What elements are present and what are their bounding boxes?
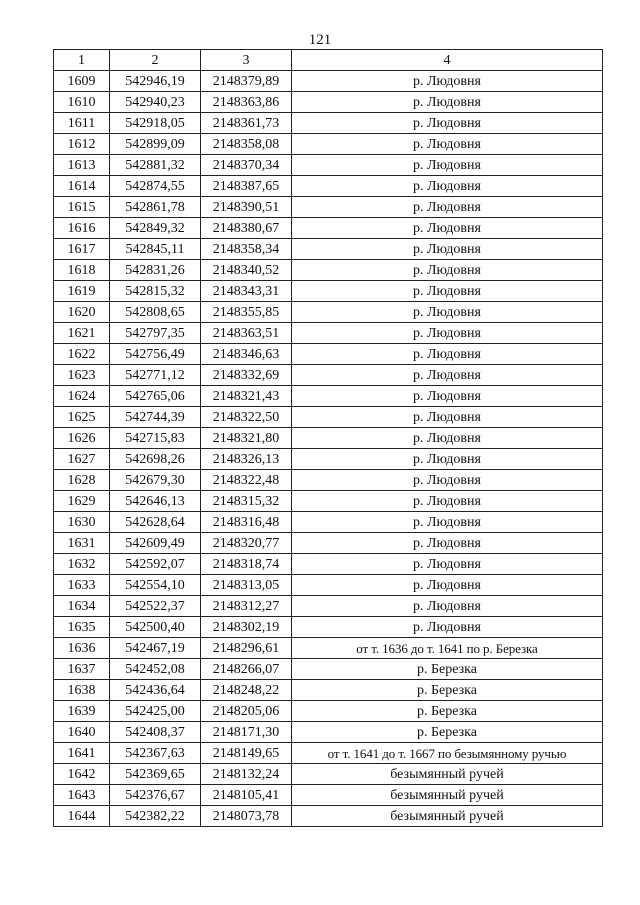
point-number-cell: 1641 [54,743,110,764]
point-number-cell: 1632 [54,554,110,575]
description-cell: р. Людовня [292,533,603,554]
point-number-cell: 1637 [54,659,110,680]
y-coordinate-cell: 2148132,24 [201,764,292,785]
x-coordinate-cell: 542592,07 [110,554,201,575]
point-number-cell: 1640 [54,722,110,743]
x-coordinate-cell: 542756,49 [110,344,201,365]
description-cell: р. Людовня [292,554,603,575]
x-coordinate-cell: 542698,26 [110,449,201,470]
description-cell: р. Людовня [292,92,603,113]
description-cell: р. Березка [292,659,603,680]
y-coordinate-cell: 2148370,34 [201,155,292,176]
description-cell: р. Людовня [292,449,603,470]
x-coordinate-cell: 542845,11 [110,239,201,260]
table-row [54,680,603,701]
table-row [54,134,603,155]
description-cell: р. Людовня [292,617,603,638]
point-number-cell: 1644 [54,806,110,827]
x-coordinate-cell: 542815,32 [110,281,201,302]
header-cell-2: 2 [110,50,201,71]
table-row [54,386,603,407]
description-cell: р. Людовня [292,344,603,365]
table-row [54,491,603,512]
description-cell: р. Людовня [292,113,603,134]
table-row [54,344,603,365]
description-cell: р. Людовня [292,470,603,491]
description-cell: р. Людовня [292,176,603,197]
point-number-cell: 1630 [54,512,110,533]
y-coordinate-cell: 2148358,34 [201,239,292,260]
point-number-cell: 1629 [54,491,110,512]
description-cell: р. Людовня [292,71,603,92]
x-coordinate-cell: 542715,83 [110,428,201,449]
y-coordinate-cell: 2148149,65 [201,743,292,764]
description-cell: р. Березка [292,680,603,701]
description-cell: р. Березка [292,701,603,722]
y-coordinate-cell: 2148315,32 [201,491,292,512]
x-coordinate-cell: 542808,65 [110,302,201,323]
y-coordinate-cell: 2148355,85 [201,302,292,323]
header-cell-1: 1 [54,50,110,71]
point-number-cell: 1616 [54,218,110,239]
x-coordinate-cell: 542425,00 [110,701,201,722]
y-coordinate-cell: 2148363,51 [201,323,292,344]
page-number: 121 [308,32,332,48]
y-coordinate-cell: 2148205,06 [201,701,292,722]
point-number-cell: 1610 [54,92,110,113]
description-cell: р. Людовня [292,428,603,449]
description-cell: от т. 1641 до т. 1667 по безымянному ручью [292,743,603,764]
header-cell-4: 4 [292,50,603,71]
description-cell: р. Людовня [292,575,603,596]
table-row [54,428,603,449]
point-number-cell: 1628 [54,470,110,491]
y-coordinate-cell: 2148361,73 [201,113,292,134]
point-number-cell: 1626 [54,428,110,449]
description-cell: р. Людовня [292,302,603,323]
point-number-cell: 1631 [54,533,110,554]
x-coordinate-cell: 542522,37 [110,596,201,617]
description-cell: р. Людовня [292,218,603,239]
x-coordinate-cell: 542797,35 [110,323,201,344]
table-row [54,407,603,428]
table-row [54,218,603,239]
point-number-cell: 1618 [54,260,110,281]
x-coordinate-cell: 542765,06 [110,386,201,407]
y-coordinate-cell: 2148387,65 [201,176,292,197]
table-row [54,176,603,197]
x-coordinate-cell: 542554,10 [110,575,201,596]
description-cell: р. Людовня [292,407,603,428]
table-row [54,701,603,722]
point-number-cell: 1633 [54,575,110,596]
description-cell: р. Людовня [292,491,603,512]
point-number-cell: 1624 [54,386,110,407]
x-coordinate-cell: 542940,23 [110,92,201,113]
description-cell: р. Людовня [292,197,603,218]
point-number-cell: 1619 [54,281,110,302]
table-row [54,365,603,386]
point-number-cell: 1636 [54,638,110,659]
table-row [54,722,603,743]
y-coordinate-cell: 2148343,31 [201,281,292,302]
x-coordinate-cell: 542376,67 [110,785,201,806]
point-number-cell: 1635 [54,617,110,638]
table-row [54,596,603,617]
y-coordinate-cell: 2148322,48 [201,470,292,491]
y-coordinate-cell: 2148363,86 [201,92,292,113]
point-number-cell: 1614 [54,176,110,197]
point-number-cell: 1625 [54,407,110,428]
table-row [54,71,603,92]
description-cell: безымянный ручей [292,785,603,806]
y-coordinate-cell: 2148379,89 [201,71,292,92]
table-row [54,512,603,533]
y-coordinate-cell: 2148171,30 [201,722,292,743]
point-number-cell: 1620 [54,302,110,323]
y-coordinate-cell: 2148340,52 [201,260,292,281]
table-row [54,764,603,785]
y-coordinate-cell: 2148332,69 [201,365,292,386]
x-coordinate-cell: 542646,13 [110,491,201,512]
x-coordinate-cell: 542436,64 [110,680,201,701]
table-row [54,239,603,260]
y-coordinate-cell: 2148346,63 [201,344,292,365]
x-coordinate-cell: 542849,32 [110,218,201,239]
description-cell: р. Людовня [292,134,603,155]
y-coordinate-cell: 2148390,51 [201,197,292,218]
description-cell: безымянный ручей [292,806,603,827]
x-coordinate-cell: 542874,55 [110,176,201,197]
point-number-cell: 1621 [54,323,110,344]
x-coordinate-cell: 542771,12 [110,365,201,386]
y-coordinate-cell: 2148380,67 [201,218,292,239]
table-row [54,785,603,806]
description-cell: р. Людовня [292,323,603,344]
point-number-cell: 1612 [54,134,110,155]
table-row [54,743,603,764]
description-cell: р. Людовня [292,260,603,281]
table-body [54,71,603,827]
point-number-cell: 1613 [54,155,110,176]
table-header-row [54,50,603,71]
x-coordinate-cell: 542679,30 [110,470,201,491]
y-coordinate-cell: 2148321,80 [201,428,292,449]
point-number-cell: 1627 [54,449,110,470]
y-coordinate-cell: 2148318,74 [201,554,292,575]
x-coordinate-cell: 542382,22 [110,806,201,827]
point-number-cell: 1615 [54,197,110,218]
y-coordinate-cell: 2148302,19 [201,617,292,638]
x-coordinate-cell: 542609,49 [110,533,201,554]
table-row [54,638,603,659]
x-coordinate-cell: 542452,08 [110,659,201,680]
description-cell: от т. 1636 до т. 1641 по р. Березка [292,638,603,659]
table-row [54,554,603,575]
y-coordinate-cell: 2148358,08 [201,134,292,155]
description-cell: безымянный ручей [292,764,603,785]
y-coordinate-cell: 2148322,50 [201,407,292,428]
point-number-cell: 1623 [54,365,110,386]
table-row [54,281,603,302]
table-row [54,323,603,344]
description-cell: р. Людовня [292,281,603,302]
y-coordinate-cell: 2148326,13 [201,449,292,470]
x-coordinate-cell: 542500,40 [110,617,201,638]
y-coordinate-cell: 2148248,22 [201,680,292,701]
x-coordinate-cell: 542946,19 [110,71,201,92]
point-number-cell: 1639 [54,701,110,722]
point-number-cell: 1634 [54,596,110,617]
table-row [54,806,603,827]
table-row [54,302,603,323]
y-coordinate-cell: 2148320,77 [201,533,292,554]
point-number-cell: 1609 [54,71,110,92]
table-row [54,470,603,491]
table-row [54,575,603,596]
x-coordinate-cell: 542628,64 [110,512,201,533]
point-number-cell: 1611 [54,113,110,134]
y-coordinate-cell: 2148312,27 [201,596,292,617]
x-coordinate-cell: 542899,09 [110,134,201,155]
table-row [54,617,603,638]
description-cell: р. Людовня [292,512,603,533]
description-cell: р. Людовня [292,365,603,386]
point-number-cell: 1638 [54,680,110,701]
x-coordinate-cell: 542367,63 [110,743,201,764]
description-cell: р. Людовня [292,596,603,617]
table-row [54,197,603,218]
y-coordinate-cell: 2148296,61 [201,638,292,659]
y-coordinate-cell: 2148105,41 [201,785,292,806]
table-row [54,449,603,470]
point-number-cell: 1622 [54,344,110,365]
table-row [54,659,603,680]
y-coordinate-cell: 2148073,78 [201,806,292,827]
description-cell: р. Людовня [292,239,603,260]
x-coordinate-cell: 542918,05 [110,113,201,134]
y-coordinate-cell: 2148313,05 [201,575,292,596]
point-number-cell: 1643 [54,785,110,806]
point-number-cell: 1617 [54,239,110,260]
x-coordinate-cell: 542831,26 [110,260,201,281]
y-coordinate-cell: 2148266,07 [201,659,292,680]
description-cell: р. Людовня [292,155,603,176]
description-cell: р. Березка [292,722,603,743]
x-coordinate-cell: 542408,37 [110,722,201,743]
table-row [54,92,603,113]
x-coordinate-cell: 542744,39 [110,407,201,428]
x-coordinate-cell: 542467,19 [110,638,201,659]
header-cell-3: 3 [201,50,292,71]
table-row [54,113,603,134]
x-coordinate-cell: 542369,65 [110,764,201,785]
x-coordinate-cell: 542861,78 [110,197,201,218]
table-row [54,155,603,176]
table-row [54,533,603,554]
y-coordinate-cell: 2148321,43 [201,386,292,407]
x-coordinate-cell: 542881,32 [110,155,201,176]
y-coordinate-cell: 2148316,48 [201,512,292,533]
description-cell: р. Людовня [292,386,603,407]
coordinates-table [53,49,603,827]
point-number-cell: 1642 [54,764,110,785]
table-row [54,260,603,281]
